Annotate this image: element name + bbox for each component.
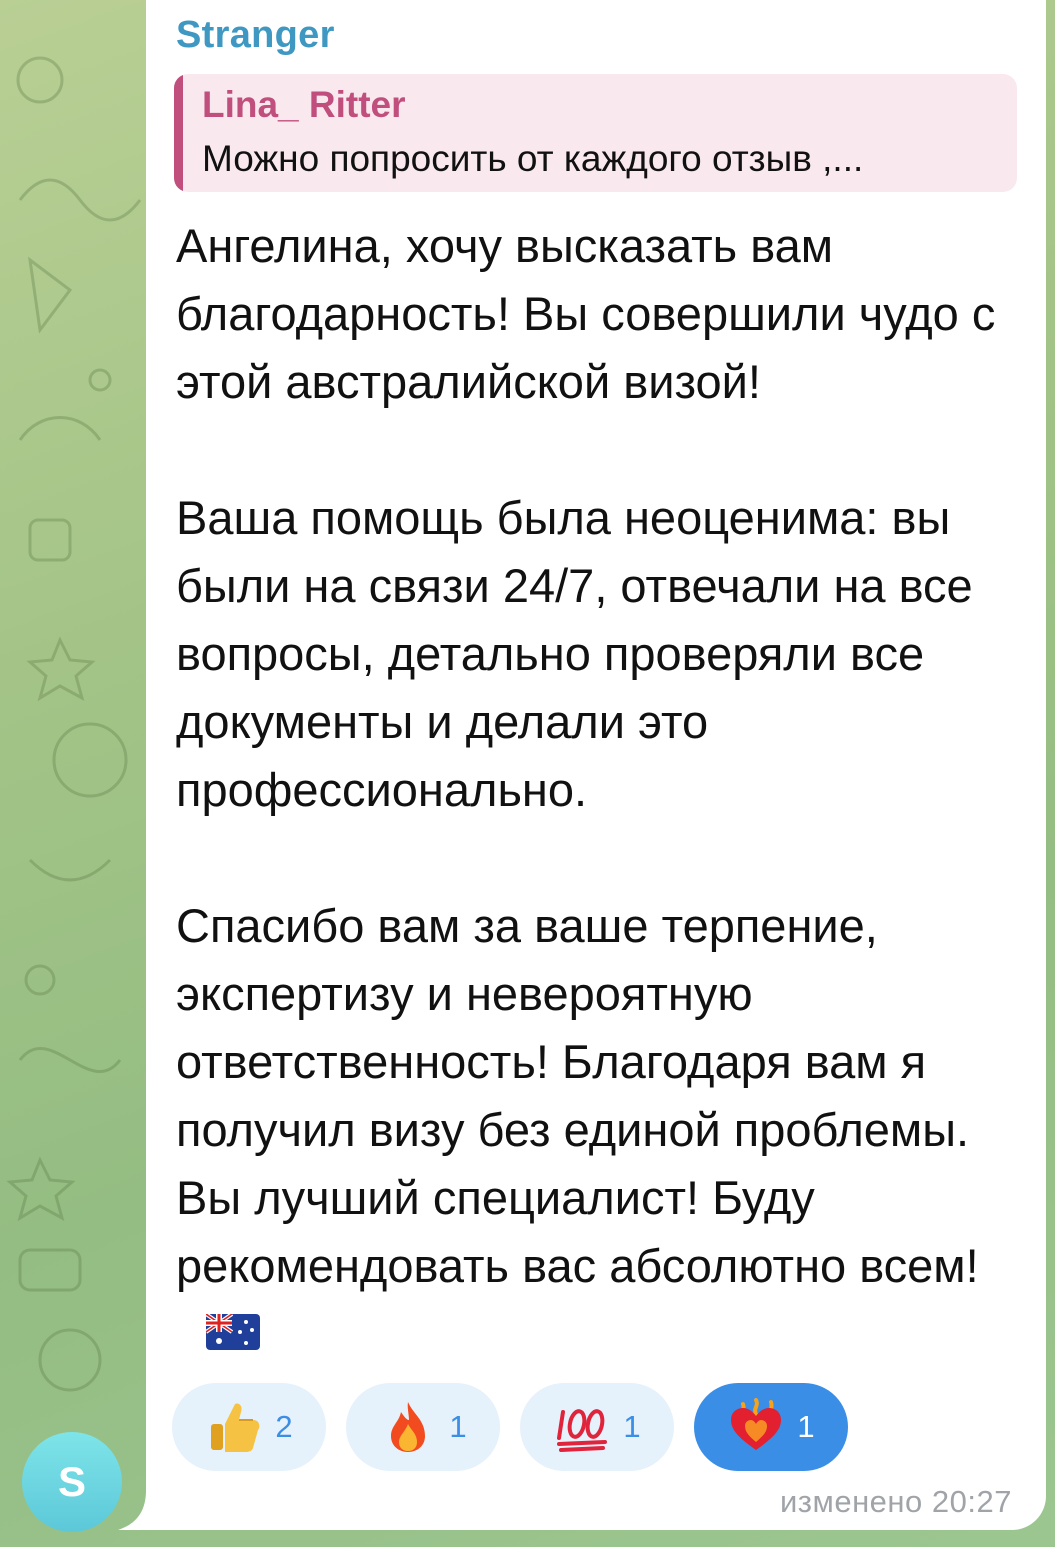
- australia-flag-emoji: [206, 1314, 260, 1350]
- reply-author: Lina_ Ritter: [202, 84, 406, 125]
- message-time: 20:27: [931, 1484, 1012, 1519]
- reaction-hundred-points[interactable]: [520, 1383, 674, 1471]
- message-bubble[interactable]: [146, 0, 1046, 1530]
- reaction-heart-on-fire[interactable]: [694, 1383, 848, 1471]
- reply-quote[interactable]: [174, 74, 1017, 192]
- message-paragraph: Ангелина, хочу высказать вам благодарность! Вы совершили чудо с этой австралийской визой!: [176, 219, 996, 408]
- message-text: [176, 212, 1026, 1368]
- avatar-initial: S: [57, 1458, 86, 1505]
- reaction-count: 2: [275, 1409, 293, 1444]
- reaction-count: 1: [797, 1409, 815, 1444]
- avatar[interactable]: [22, 1432, 122, 1532]
- reply-accent-bar: [174, 74, 183, 192]
- thumbs-up-emoji: [205, 1398, 263, 1456]
- reaction-fire[interactable]: [346, 1383, 500, 1471]
- reaction-count: 1: [623, 1409, 641, 1444]
- sender-name[interactable]: Stranger: [176, 14, 335, 56]
- reaction-count: 1: [449, 1409, 467, 1444]
- message-paragraph: Ваша помощь была неоценима: вы были на связи 24/7, отвечали на все вопросы, детально проверяли все документы и делали это профессионально.: [176, 491, 973, 816]
- message-paragraph: Спасибо вам за ваше терпение, экспертизу и невероятную ответственность! Благодаря вам я получил визу без единой проблемы. Вы лучший специалист! Буду рекомендовать вас абсолютно всем!: [176, 899, 979, 1292]
- edited-label: изменено: [779, 1484, 923, 1519]
- fire-emoji: [379, 1398, 437, 1456]
- heart-on-fire-emoji: [727, 1398, 785, 1456]
- message-paragraph-last: [176, 892, 1026, 1368]
- reaction-thumbs-up[interactable]: [172, 1383, 326, 1471]
- message-meta: [780, 1484, 1012, 1520]
- reactions-bar: [172, 1383, 848, 1471]
- hundred-points-emoji: [553, 1398, 611, 1456]
- reply-text: Можно попросить от каждого отзыв ,...: [202, 138, 864, 179]
